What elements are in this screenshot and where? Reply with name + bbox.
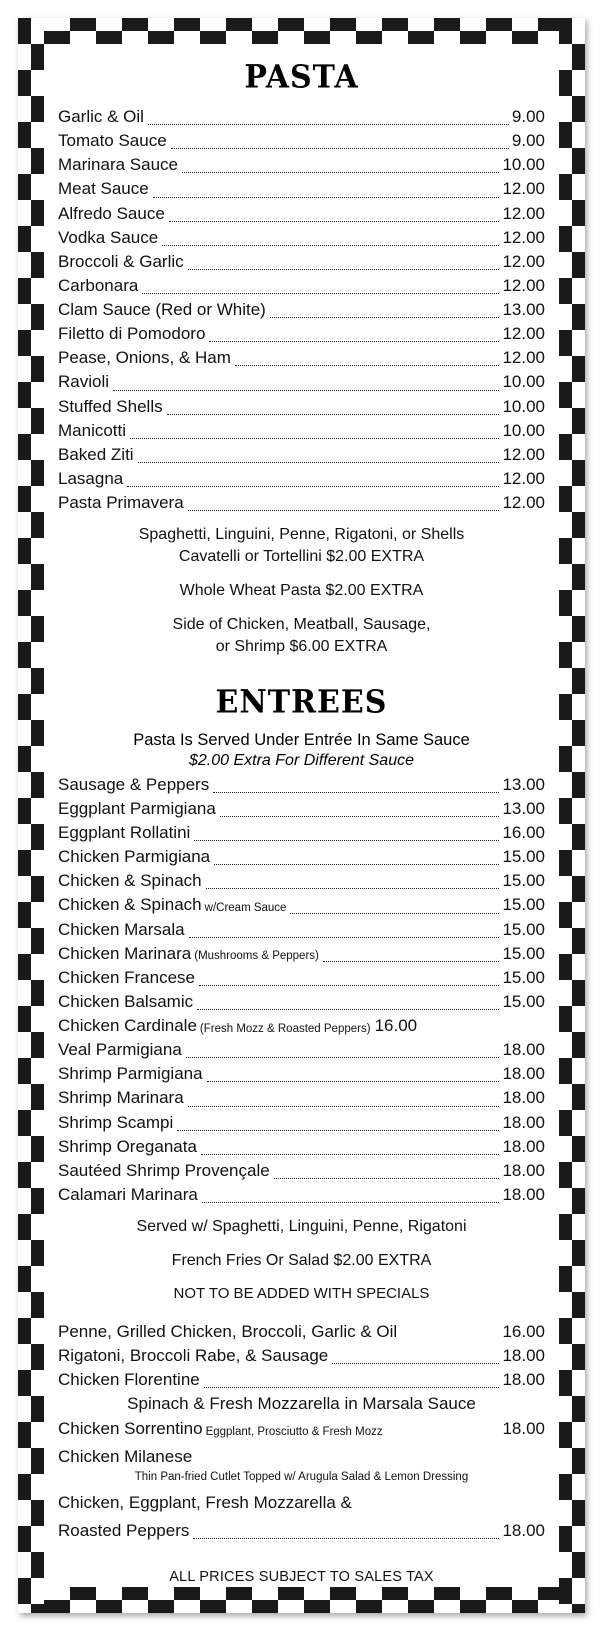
checkerboard-border-right [559, 18, 585, 1613]
menu-item-row [58, 1183, 545, 1207]
entrees-item-list [58, 773, 545, 1207]
dot-leader [194, 840, 499, 841]
dot-leader [323, 961, 500, 962]
dot-leader [201, 1154, 500, 1155]
item-price: 15.00 [502, 871, 545, 891]
dot-leader [270, 317, 500, 318]
menu-item-row [58, 395, 545, 419]
entrees-specials-list [58, 1320, 545, 1392]
menu-item-row [58, 129, 545, 153]
item-price: 15.00 [502, 943, 545, 963]
item-name: Lasagna [58, 468, 124, 488]
item-name: Chicken Parmigiana [58, 847, 211, 867]
section-title-entrees: ENTREES [215, 684, 388, 721]
item-name: Marinara Sauce [58, 155, 179, 175]
menu-item-row [58, 1417, 545, 1441]
item-name: Rigatoni, Broccoli Rabe, & Sausage [58, 1345, 329, 1365]
dot-leader [142, 293, 499, 294]
menu-item-row [58, 1368, 545, 1392]
item-price: 9.00 [511, 107, 545, 126]
item-name: Shrimp Oreganata [58, 1136, 197, 1156]
milanese-description: Thin Pan-fried Cutlet Topped w/ Arugula Salad & Lemon Dressing [134, 1471, 469, 1484]
menu-item-row [58, 1062, 545, 1086]
dot-leader [204, 1387, 500, 1388]
florentine-description: Spinach & Fresh Mozzarella in Marsala Sauce [127, 1394, 476, 1414]
menu-item-row [58, 346, 545, 370]
entrees-subheader-line2: $2.00 Extra For Different Sauce [189, 751, 414, 769]
item-price: 15.00 [502, 967, 545, 987]
menu-item-row [58, 942, 545, 966]
item-price: 15.00 [502, 991, 545, 1011]
item-price: 16.00 [374, 1016, 418, 1035]
item-price: 12.00 [502, 203, 545, 223]
menu-item-row [58, 105, 545, 129]
menu-item-row [58, 1014, 545, 1038]
entrees-subheader-line1: Pasta Is Served Under Entrée In Same Sauce [133, 731, 470, 750]
item-subtext: Eggplant, Prosciutto & Fresh Mozz [205, 1425, 383, 1438]
menu-page [18, 18, 585, 1613]
item-name: Pasta Primavera [58, 493, 184, 512]
dot-leader [153, 197, 500, 198]
menu-item-row [58, 153, 545, 177]
item-price: 12.00 [502, 227, 545, 247]
item-price: 10.00 [502, 420, 545, 440]
menu-item-row [58, 773, 545, 797]
pasta-note-side-2: or Shrimp $6.00 EXTRA [215, 638, 388, 656]
dot-leader [188, 1106, 500, 1107]
item-price: 12.00 [502, 348, 545, 368]
dot-leader [113, 390, 499, 391]
pasta-note-shapes: Spaghetti, Linguini, Penne, Rigatoni, or Shells [138, 526, 465, 544]
item-name: Chicken & Spinach [58, 895, 202, 915]
entrees-specials-list-2 [58, 1417, 545, 1544]
dot-leader [207, 1081, 500, 1082]
item-name: Pease, Onions, & Ham [58, 348, 231, 368]
item-name: Filetto di Pomodoro [58, 324, 206, 344]
item-price: 18.00 [502, 1345, 545, 1365]
item-name: Manicotti [58, 420, 127, 440]
item-name: Chicken Balsamic [58, 991, 194, 1011]
menu-content [48, 48, 555, 1583]
menu-item-row [58, 250, 545, 274]
item-price: 10.00 [502, 155, 545, 175]
item-price: 13.00 [502, 300, 545, 319]
dot-leader [206, 888, 500, 889]
item-price: 16.00 [502, 1321, 545, 1341]
dot-leader [188, 510, 500, 511]
item-price: 12.00 [502, 251, 545, 271]
menu-item-row [58, 177, 545, 201]
dot-leader [209, 341, 499, 342]
item-price: 18.00 [502, 1040, 545, 1060]
dot-leader [188, 269, 500, 270]
menu-item-row [58, 1159, 545, 1183]
menu-item-row [58, 322, 545, 346]
item-name: Tomato Sauce [58, 131, 167, 151]
menu-item-row [58, 1038, 545, 1062]
item-name: Sautéed Shrimp Provençale [58, 1160, 270, 1180]
item-price: 15.00 [502, 919, 545, 939]
item-subtext: (Mushrooms & Peppers) [194, 950, 319, 963]
item-name: Ravioli [58, 372, 110, 392]
dot-leader [220, 816, 500, 817]
menu-item-row [58, 1320, 545, 1344]
item-name: Chicken Marinara [58, 943, 192, 963]
item-price: 12.00 [502, 275, 545, 295]
dot-leader [171, 148, 509, 149]
checkerboard-border-left [18, 18, 44, 1613]
item-name: Carbonara [58, 275, 139, 295]
item-name: Shrimp Marinara [58, 1088, 184, 1108]
item-name: Chicken Florentine [58, 1370, 200, 1389]
pasta-item-list [58, 105, 545, 515]
dot-leader [130, 438, 499, 439]
item-name: Penne, Grilled Chicken, Broccoli, Garlic & Oil [58, 1321, 398, 1341]
dot-leader [127, 486, 499, 487]
item-price: 16.00 [502, 823, 545, 842]
item-price: 15.00 [502, 895, 545, 915]
item-price: 18.00 [502, 1088, 545, 1108]
section-title-pasta: PASTA [244, 59, 359, 96]
checkerboard-border-top [18, 18, 585, 44]
dot-leader [199, 985, 499, 986]
item-name: Chicken Marsala [58, 919, 185, 939]
item-subtext: (Fresh Mozz & Roasted Peppers) [199, 1022, 371, 1035]
dot-leader [177, 1130, 499, 1131]
item-price: 18.00 [502, 1064, 545, 1084]
menu-item-row [58, 298, 545, 322]
dot-leader [213, 792, 499, 793]
item-name: Chicken, Eggplant, Fresh Mozzarella & [58, 1493, 352, 1513]
pasta-note-wheat: Whole Wheat Pasta $2.00 EXTRA [179, 582, 424, 600]
item-price: 18.00 [502, 1136, 545, 1156]
dot-leader [182, 172, 499, 173]
item-name: Chicken & Spinach [58, 871, 202, 891]
item-price: 18.00 [502, 1112, 545, 1132]
item-price: 15.00 [502, 847, 545, 867]
item-price: 18.00 [502, 1184, 545, 1204]
dot-leader [235, 365, 500, 366]
menu-item-row [58, 821, 545, 845]
item-name: Veal Parmigiana [58, 1040, 182, 1060]
item-name: Shrimp Parmigiana [58, 1064, 203, 1084]
item-price: 13.00 [502, 798, 545, 818]
dot-leader [162, 245, 499, 246]
dot-leader [189, 937, 500, 938]
dot-leader [138, 462, 500, 463]
item-name: Calamari Marinara [58, 1184, 198, 1204]
dot-leader [214, 864, 499, 865]
item-price: 12.00 [502, 444, 545, 464]
dot-leader [332, 1363, 499, 1364]
item-name: Shrimp Scampi [58, 1112, 174, 1132]
entrees-subheader [48, 730, 555, 771]
entrees-note-specials: NOT TO BE ADDED WITH SPECIALS [173, 1285, 430, 1302]
entrees-note-served: Served w/ Spaghetti, Linguini, Penne, Rigatoni [136, 1218, 467, 1235]
menu-item-row [58, 274, 545, 298]
item-name: Clam Sauce (Red or White) [58, 300, 266, 319]
item-name: Sausage & Peppers [58, 774, 210, 794]
item-name: Chicken Sorrentino [58, 1418, 203, 1438]
dot-leader [197, 1009, 499, 1010]
entrees-note-fries: French Fries Or Salad $2.00 EXTRA [171, 1252, 432, 1269]
item-name: Roasted Peppers [58, 1521, 190, 1541]
menu-item-row [58, 893, 545, 917]
item-price: 18.00 [502, 1418, 545, 1438]
menu-item-row [58, 1519, 545, 1543]
item-name: Chicken Cardinale [58, 1016, 197, 1035]
menu-item-row [58, 1086, 545, 1110]
checkerboard-border-bottom [18, 1587, 585, 1613]
item-price: 18.00 [502, 1370, 545, 1389]
pasta-note-side-1: Side of Chicken, Meatball, Sausage, [172, 616, 431, 634]
dot-leader [169, 221, 500, 222]
item-name: Garlic & Oil [58, 107, 144, 126]
dot-leader [202, 1202, 500, 1203]
dot-leader [167, 414, 500, 415]
menu-item-row [58, 226, 545, 250]
dot-leader [186, 1057, 500, 1058]
menu-item-row [58, 845, 545, 869]
item-price: 10.00 [502, 372, 545, 392]
item-name: Eggplant Rollatini [58, 823, 191, 842]
item-subtext: w/Cream Sauce [204, 902, 287, 915]
menu-item-row [58, 419, 545, 443]
item-price: 10.00 [502, 396, 545, 416]
item-name: Broccoli & Garlic [58, 251, 184, 271]
item-name: Vodka Sauce [58, 227, 159, 247]
item-name: Chicken Milanese [58, 1446, 193, 1466]
menu-item-row [58, 1135, 545, 1159]
dot-leader [274, 1178, 500, 1179]
menu-item-row [58, 1111, 545, 1135]
item-price: 12.00 [502, 179, 545, 199]
menu-item-row [58, 797, 545, 821]
menu-item-row [58, 1344, 545, 1368]
menu-item-row [58, 491, 545, 515]
item-price: 13.00 [502, 774, 545, 794]
dot-leader [148, 124, 509, 125]
menu-item-row [58, 443, 545, 467]
item-name: Chicken Francese [58, 967, 196, 987]
dot-leader [193, 1538, 499, 1539]
item-name: Eggplant Parmigiana [58, 798, 216, 818]
item-price: 9.00 [511, 131, 545, 151]
item-price: 18.00 [502, 1521, 545, 1541]
footer-tax-note: ALL PRICES SUBJECT TO SALES TAX [169, 1569, 434, 1583]
menu-item-row [58, 1491, 545, 1515]
item-price: 12.00 [502, 493, 545, 512]
menu-item-row [58, 990, 545, 1014]
item-price: 12.00 [502, 468, 545, 488]
menu-item-row [58, 202, 545, 226]
item-name: Stuffed Shells [58, 396, 163, 416]
item-price: 18.00 [502, 1160, 545, 1180]
menu-item-row [58, 467, 545, 491]
pasta-note-cavatelli: Cavatelli or Tortellini $2.00 EXTRA [178, 548, 425, 566]
item-price: 12.00 [502, 324, 545, 344]
item-name: Meat Sauce [58, 179, 149, 199]
menu-item-row [58, 1445, 545, 1469]
dot-leader [290, 913, 499, 914]
item-name: Baked Ziti [58, 444, 134, 464]
menu-item-row [58, 918, 545, 942]
item-name: Alfredo Sauce [58, 203, 165, 223]
menu-item-row [58, 370, 545, 394]
menu-item-row [58, 869, 545, 893]
menu-item-row [58, 966, 545, 990]
